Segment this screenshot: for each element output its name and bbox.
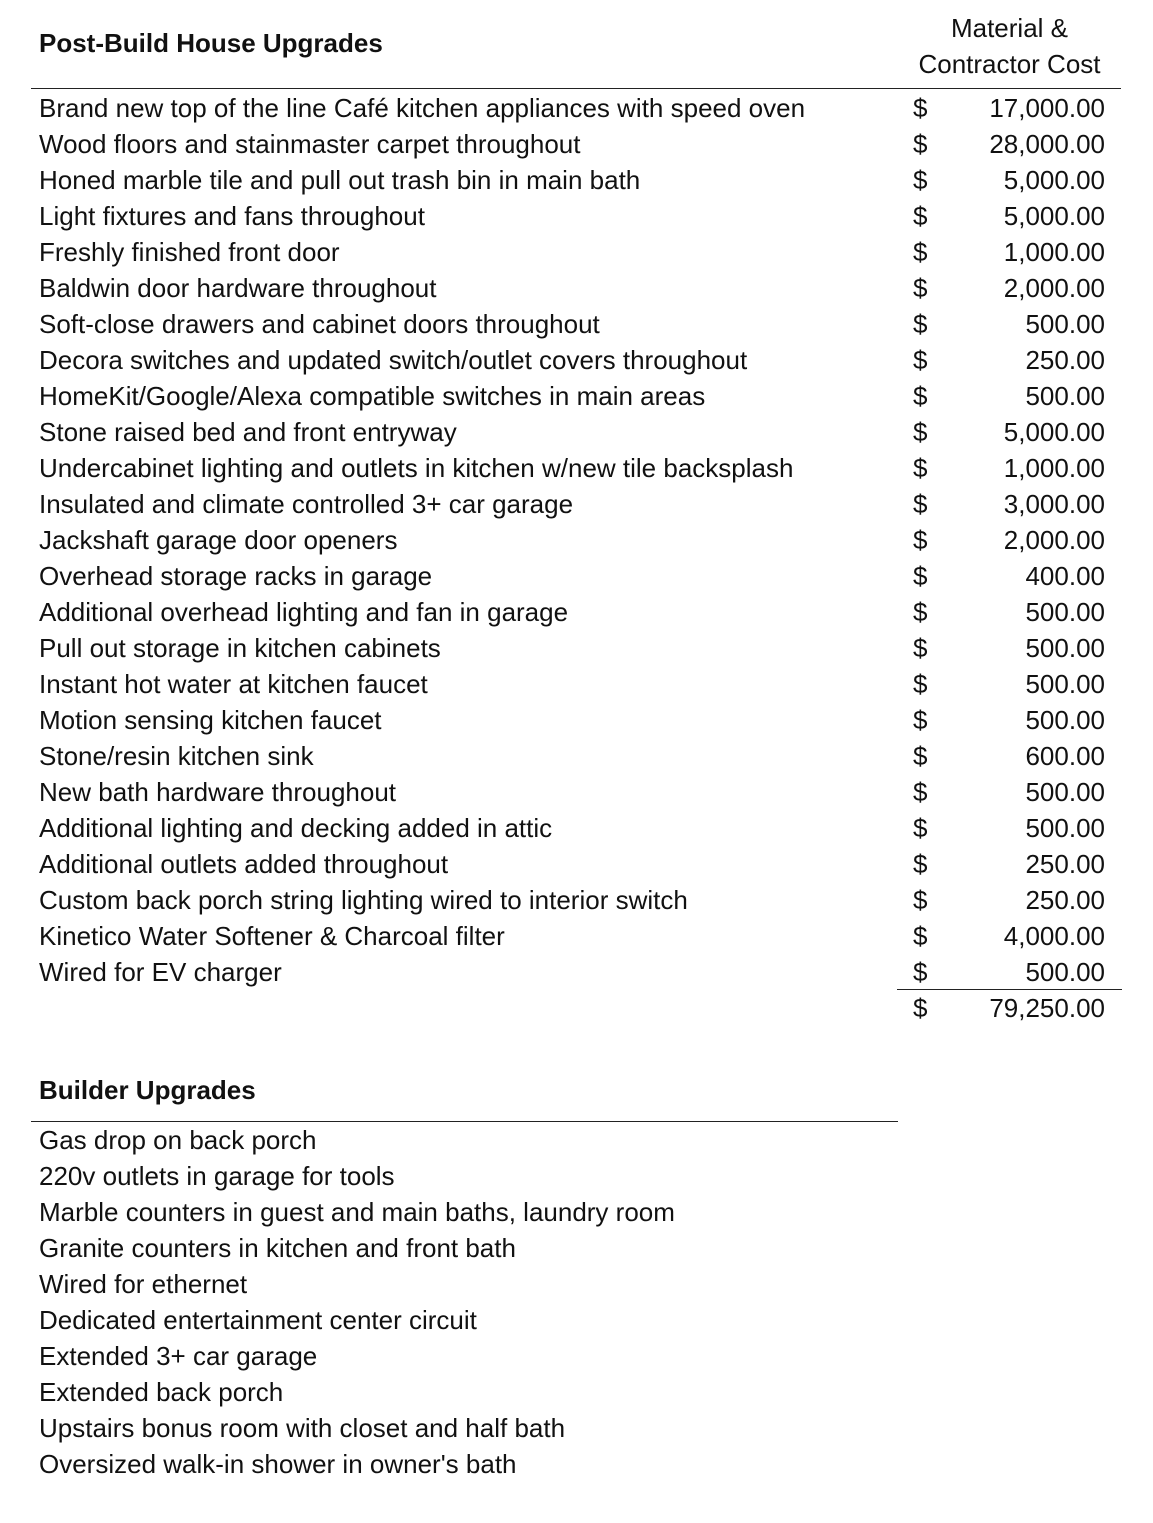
item-amount: 4,000.00 (1003, 921, 1105, 951)
table-row (0, 414, 1153, 450)
builder-item-description: Extended 3+ car garage (39, 1341, 318, 1371)
currency-symbol: $ (913, 741, 928, 771)
currency-symbol: $ (913, 237, 928, 267)
total-row (0, 990, 1153, 1026)
item-amount: 500.00 (1025, 381, 1105, 411)
item-description: Decora switches and updated switch/outlet covers throughout (39, 345, 748, 375)
item-amount: 600.00 (1025, 741, 1105, 771)
builder-item-description: Marble counters in guest and main baths, laundry room (39, 1197, 675, 1227)
table-row (0, 846, 1153, 882)
list-item (0, 1194, 1153, 1230)
builder-item-description: Granite counters in kitchen and front bath (39, 1233, 516, 1263)
cost-header-line-2: Contractor Cost (918, 49, 1101, 79)
header-divider (31, 88, 1121, 89)
item-amount: 1,000.00 (1003, 237, 1105, 267)
currency-symbol: $ (913, 813, 928, 843)
table-row (0, 810, 1153, 846)
total-currency: $ (913, 993, 928, 1023)
table-row (0, 522, 1153, 558)
item-description: Soft-close drawers and cabinet doors throughout (39, 309, 600, 339)
table-row (0, 234, 1153, 270)
item-description: Overhead storage racks in garage (39, 561, 433, 591)
total-amount: 79,250.00 (989, 993, 1105, 1023)
currency-symbol: $ (913, 669, 928, 699)
list-item (0, 1266, 1153, 1302)
item-amount: 500.00 (1025, 957, 1105, 987)
item-amount: 2,000.00 (1003, 525, 1105, 555)
item-amount: 500.00 (1025, 777, 1105, 807)
builder-item-description: Gas drop on back porch (39, 1125, 317, 1155)
currency-symbol: $ (913, 345, 928, 375)
currency-symbol: $ (913, 777, 928, 807)
builder-item-description: Dedicated entertainment center circuit (39, 1305, 477, 1335)
currency-symbol: $ (913, 885, 928, 915)
item-amount: 500.00 (1025, 309, 1105, 339)
item-amount: 5,000.00 (1003, 201, 1105, 231)
currency-symbol: $ (913, 705, 928, 735)
item-description: Stone raised bed and front entryway (39, 417, 457, 447)
item-description: Additional overhead lighting and fan in garage (39, 597, 569, 627)
currency-symbol: $ (913, 309, 928, 339)
item-amount: 500.00 (1025, 597, 1105, 627)
cost-column-header (897, 10, 1122, 82)
item-description: Undercabinet lighting and outlets in kitchen w/new tile backsplash (39, 453, 794, 483)
item-description: Kinetico Water Softener & Charcoal filter (39, 921, 505, 951)
item-description: Brand new top of the line Café kitchen appliances with speed oven (39, 93, 806, 123)
table-row (0, 630, 1153, 666)
table-row (0, 342, 1153, 378)
item-description: Pull out storage in kitchen cabinets (39, 633, 441, 663)
item-description: Honed marble tile and pull out trash bin in main bath (39, 165, 641, 195)
currency-symbol: $ (913, 93, 928, 123)
table-row (0, 126, 1153, 162)
item-description: Insulated and climate controlled 3+ car garage (39, 489, 574, 519)
currency-symbol: $ (913, 921, 928, 951)
list-item (0, 1374, 1153, 1410)
builder-item-description: Wired for ethernet (39, 1269, 248, 1299)
list-item (0, 1338, 1153, 1374)
item-amount: 500.00 (1025, 633, 1105, 663)
currency-symbol: $ (913, 957, 928, 987)
list-item (0, 1230, 1153, 1266)
table-row (0, 594, 1153, 630)
item-amount: 5,000.00 (1003, 165, 1105, 195)
builder-upgrades-list (0, 1122, 1153, 1482)
item-description: Jackshaft garage door openers (39, 525, 398, 555)
currency-symbol: $ (913, 273, 928, 303)
table-row (0, 378, 1153, 414)
post-build-title: Post-Build House Upgrades (39, 28, 383, 58)
table-row (0, 882, 1153, 918)
item-amount: 17,000.00 (989, 93, 1105, 123)
currency-symbol: $ (913, 561, 928, 591)
list-item (0, 1302, 1153, 1338)
currency-symbol: $ (913, 633, 928, 663)
currency-symbol: $ (913, 165, 928, 195)
table-row (0, 198, 1153, 234)
item-amount: 500.00 (1025, 669, 1105, 699)
item-amount: 28,000.00 (989, 129, 1105, 159)
currency-symbol: $ (913, 129, 928, 159)
item-description: Freshly finished front door (39, 237, 340, 267)
currency-symbol: $ (913, 453, 928, 483)
item-description: Motion sensing kitchen faucet (39, 705, 382, 735)
currency-symbol: $ (913, 525, 928, 555)
table-row (0, 774, 1153, 810)
item-amount: 250.00 (1025, 885, 1105, 915)
item-amount: 250.00 (1025, 345, 1105, 375)
table-row (0, 666, 1153, 702)
item-description: Additional lighting and decking added in attic (39, 813, 553, 843)
builder-item-description: Extended back porch (39, 1377, 284, 1407)
item-description: Light fixtures and fans throughout (39, 201, 425, 231)
table-row (0, 486, 1153, 522)
list-item (0, 1158, 1153, 1194)
builder-item-description: 220v outlets in garage for tools (39, 1161, 395, 1191)
currency-symbol: $ (913, 417, 928, 447)
table-row (0, 450, 1153, 486)
item-description: Stone/resin kitchen sink (39, 741, 314, 771)
item-amount: 250.00 (1025, 849, 1105, 879)
table-row (0, 954, 1153, 990)
item-description: HomeKit/Google/Alexa compatible switches in main areas (39, 381, 706, 411)
table-row (0, 306, 1153, 342)
builder-item-description: Upstairs bonus room with closet and half bath (39, 1413, 566, 1443)
currency-symbol: $ (913, 597, 928, 627)
item-description: Wood floors and stainmaster carpet throughout (39, 129, 581, 159)
item-amount: 3,000.00 (1003, 489, 1105, 519)
table-row (0, 90, 1153, 126)
table-row (0, 162, 1153, 198)
item-amount: 400.00 (1025, 561, 1105, 591)
item-amount: 5,000.00 (1003, 417, 1105, 447)
currency-symbol: $ (913, 201, 928, 231)
list-item (0, 1122, 1153, 1158)
item-amount: 500.00 (1025, 813, 1105, 843)
currency-symbol: $ (913, 381, 928, 411)
item-description: Custom back porch string lighting wired to interior switch (39, 885, 688, 915)
currency-symbol: $ (913, 489, 928, 519)
post-build-list (0, 90, 1153, 990)
item-description: Baldwin door hardware throughout (39, 273, 437, 303)
item-amount: 2,000.00 (1003, 273, 1105, 303)
currency-symbol: $ (913, 849, 928, 879)
item-amount: 1,000.00 (1003, 453, 1105, 483)
item-description: Wired for EV charger (39, 957, 282, 987)
item-description: Instant hot water at kitchen faucet (39, 669, 428, 699)
item-description: Additional outlets added throughout (39, 849, 449, 879)
list-item (0, 1410, 1153, 1446)
table-row (0, 918, 1153, 954)
table-row (0, 270, 1153, 306)
builder-item-description: Oversized walk-in shower in owner's bath (39, 1449, 517, 1479)
cost-header-line-1: Material & (950, 13, 1069, 43)
item-description: New bath hardware throughout (39, 777, 397, 807)
table-row (0, 738, 1153, 774)
list-item (0, 1446, 1153, 1482)
item-amount: 500.00 (1025, 705, 1105, 735)
table-row (0, 558, 1153, 594)
table-row (0, 702, 1153, 738)
builder-upgrades-title: Builder Upgrades (39, 1075, 256, 1105)
